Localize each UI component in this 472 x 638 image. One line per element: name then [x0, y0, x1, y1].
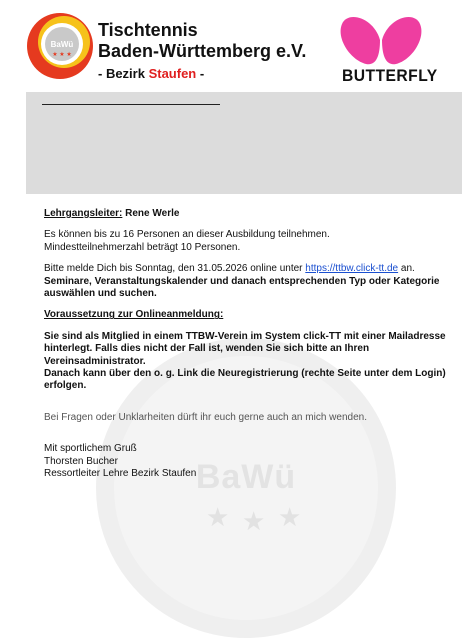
course-leader — [44, 208, 462, 220]
prerequisite-text — [44, 331, 462, 393]
registration-info — [44, 263, 462, 300]
org-title-line1: Tischtennis — [98, 20, 198, 40]
capacity-line1: Es können bis zu 16 Personen an dieser Ausbildung teilnehmen. — [44, 229, 330, 241]
prereq-text2: Danach kann über den o. g. Link die Neuregistrierung (rechte Seite unter dem Login) erfolgen. — [44, 368, 446, 392]
leader-name: Rene Werle — [122, 208, 180, 219]
butterfly-logo-icon — [336, 10, 426, 66]
course-image-placeholder — [26, 92, 462, 194]
capacity-line2: Mindestteilnehmerzahl beträgt 10 Personen. — [44, 241, 241, 253]
divider-line — [42, 104, 220, 105]
org-title-line2: Baden-Württemberg e.V. — [98, 41, 307, 61]
document-body — [44, 208, 462, 490]
district-label — [98, 66, 204, 81]
register-after: an. — [398, 263, 415, 275]
prereq-text1: Sie sind als Mitglied in einem TTBW-Verein im System click-TT mit einer Mailadresse hinterlegt. Falls dies nicht der Fall ist, wenden Sie sich bitte an Ihren Vereinsadministrator. — [44, 330, 446, 367]
leader-label: Lehrgangsleiter: — [44, 208, 123, 219]
organization-title — [98, 20, 306, 62]
closing-text: Mit sportlichem Gruß — [44, 443, 137, 455]
capacity-info — [44, 229, 462, 254]
signer-role: Ressortleiter Lehre Bezirk Staufen — [44, 468, 197, 480]
click-tt-link[interactable]: https://ttbw.click-tt.de — [305, 263, 399, 275]
watermark-text: BaWü — [195, 458, 297, 496]
prereq-heading-text: Voraussetzung zur Onlineanmeldung: — [44, 309, 224, 321]
signer-name: Thorsten Bucher — [44, 455, 118, 467]
prerequisite-heading — [44, 309, 462, 321]
logo-text: BaWü — [50, 40, 74, 49]
register-text: Bitte melde Dich bis Sonntag, den 31.05.2026 online unter — [44, 263, 306, 275]
ttbw-logo — [26, 12, 94, 80]
district-prefix: - Bezirk — [98, 66, 149, 81]
district-name: Staufen — [148, 66, 197, 81]
watermark-star-icon: ★ — [278, 502, 302, 532]
watermark-star-icon: ★ — [242, 506, 266, 536]
svg-text:★ ★ ★: ★ ★ ★ — [52, 52, 72, 58]
district-suffix: - — [196, 66, 205, 81]
signature-block — [44, 443, 462, 480]
register-instructions: Seminare, Veranstaltungskalender und danach entsprechenden Typ oder Kategorie auswählen und suchen. — [44, 275, 440, 300]
sponsor-wordmark: BUTTERFLY — [342, 66, 438, 85]
watermark-star-icon: ★ — [206, 502, 230, 532]
questions-note: Bei Fragen oder Unklarheiten dürft ihr euch gerne auch an mich wenden. — [44, 411, 367, 423]
